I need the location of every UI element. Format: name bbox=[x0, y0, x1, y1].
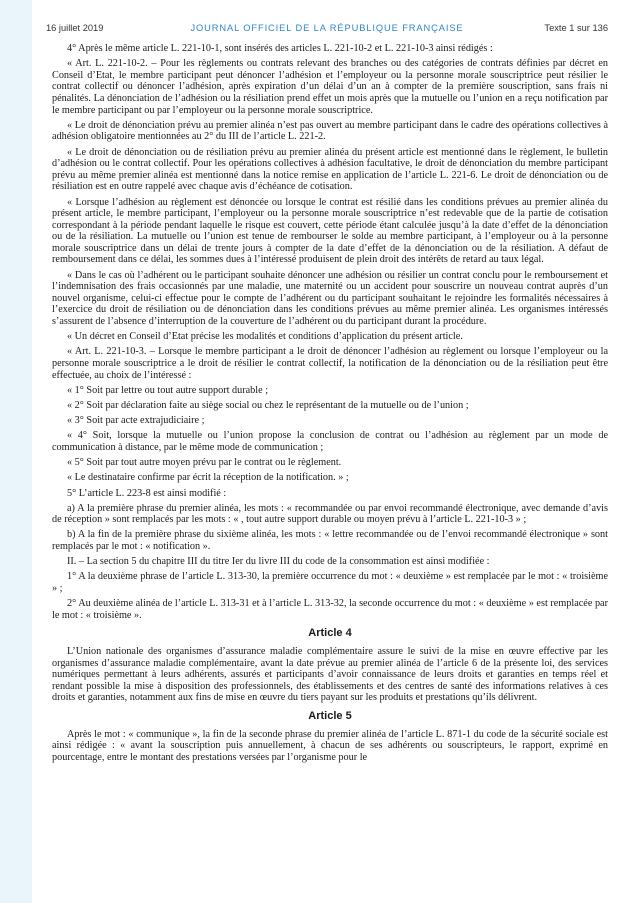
paragraph: « Un décret en Conseil d’Etat précise les modalités et conditions d’application du présent article. bbox=[67, 331, 463, 343]
paragraph: « Le droit de dénonciation ou de résiliation prévu au premier alinéa du présent article est mentionné dans le règlement, le bulletin d’adhésion ou le contrat collectif. Pour les opérations collectives à adhésion facultative, le droit de dénonciation du membre participant prévu au même premier alinéa est mentionné dans la notice remise en application de l’article L. 221-6. Le droit de dénonciation ou de résiliation est en outre rappelé avec chaque avis d’échéance de cotisation. bbox=[52, 146, 608, 193]
journal-title: JOURNAL OFFICIEL DE LA RÉPUBLIQUE FRANÇAISE bbox=[190, 23, 464, 33]
paragraph: L’Union nationale des organismes d’assurance maladie complémentaire assure le suivi de la mise en œuvre effective par les organismes d’assurance maladie complémentaire, avant la date prévue au premier alinéa de l’article 6 de la présente loi, des services numériques permettant à leurs adhérents, assurés et participants d’avoir connaissance de leurs droits et garanties en temps réel et rendant possible la mise à disposition des professionnels, des établissements et des centres de santé des informations relatives à ces droits et garanties, notamment aux fins de mise en œuvre du tiers payant sur les produits et prestations qu’ils délivrent. bbox=[52, 646, 608, 704]
paragraph: « Le droit de dénonciation prévu au premier alinéa n’est pas ouvert au membre participant dans le cadre des opérations collectives à adhésion obligatoire mentionnées au 2° du III de l’article L. 221-2. bbox=[52, 119, 608, 143]
paragraph: « Lorsque l’adhésion au règlement est dénoncée ou lorsque le contrat est résilié dans les conditions prévues au premier alinéa du présent article, le membre participant, l’employeur ou la personne morale souscriptrice n’est redevable que de la partie de cotisation correspondant à la période pendant laquelle le risque est couvert, cette période étant calculée jusqu’à la date d’effet de la dénonciation ou de la résiliation. La mutuelle ou l’union est tenue de rembourser le solde au membre participant, à l’employeur ou à la personne morale souscriptrice dans un délai de trente jours à compter de la date d’effet de la dénonciation ou de la résiliation. A défaut de remboursement dans ce délai, les sommes dues à l’intéressé produisent de plein droit des intérêts de retard au taux légal. bbox=[52, 196, 608, 266]
page-margin-band bbox=[0, 0, 32, 903]
publication-date: 16 juillet 2019 bbox=[46, 23, 104, 33]
paragraph: 1° A la deuxième phrase de l’article L. 313-30, la première occurrence du mot : « deuxième » est remplacée par le mot : « troisième » ; bbox=[52, 571, 608, 595]
document-body bbox=[52, 43, 608, 901]
page-header bbox=[46, 23, 608, 37]
list-item: « 1° Soit par lettre ou tout autre support durable ; bbox=[67, 384, 269, 396]
paragraph: « Dans le cas où l’adhérent ou le participant souhaite dénoncer une adhésion ou résilier un contrat conclu pour le remboursement et l’indemnisation des frais occasionnés par une maladie, une maternité ou un accident pour souscrire un nouveau contrat auprès d’un nouvel organisme, celui-ci effectue pour le compte de l’adhérent ou du participant souhaitant le rejoindre les formalités nécessaires à l’exercice du droit de résiliation ou de dénonciation dans les conditions prévues au même premier alinéa. Les organismes intéressés s’assurent de l’absence d’interruption de la couverture de l’adhérent ou du participant durant la procédure. bbox=[52, 269, 608, 328]
paragraph: b) A la fin de la première phrase du sixième alinéa, les mots : « lettre recommandée ou de l’envoi recommandé électronique » sont remplacés par le mot : « notification ». bbox=[52, 529, 608, 553]
paragraph: « Art. L. 221-10-3. – Lorsque le membre participant a le droit de dénoncer l’adhésion au règlement ou lorsque l’employeur ou la personne morale souscriptrice a le droit de résilier le contrat collectif, la notification de la dénonciation ou de la résiliation peut être effectuée, au choix de l’intéressé : bbox=[52, 346, 608, 381]
paragraph: 2° Au deuxième alinéa de l’article L. 313-31 et à l’article L. 313-32, la seconde occurrence du mot : « deuxième » est remplacée par le mot : « troisième ». bbox=[52, 598, 608, 621]
paragraph: 5° L’article L. 223-8 est ainsi modifié : bbox=[67, 487, 227, 499]
list-item: « 2° Soit par déclaration faite au siège social ou chez le représentant de la mutuelle ou de l’union ; bbox=[67, 399, 469, 411]
paragraph: « Art. L. 221-10-2. – Pour les règlements ou contrats relevant des branches ou des catégories de contrats définies par décret en Conseil d’Etat, le membre participant peut dénoncer l’adhésion et l’employeur ou la personne morale souscriptrice peut résilier le contrat collectif ou dénoncer l’adhésion, après expiration d’un délai d’un an à compter de la première souscription, sans frais ni pénalités. La dénonciation de l’adhésion ou la résiliation prend effet un mois après que la mutuelle ou l’union en a reçu notification par le membre participant ou par l’employeur ou la personne morale souscriptrice. bbox=[52, 58, 608, 116]
paragraph: II. – La section 5 du chapitre III du titre Ier du livre III du code de la consommation est ainsi modifiée : bbox=[67, 556, 490, 568]
list-item: « 3° Soit par acte extrajudiciaire ; bbox=[67, 415, 205, 427]
page-counter: Texte 1 sur 136 bbox=[544, 23, 608, 33]
paragraph: « Le destinataire confirme par écrit la réception de la notification. » ; bbox=[67, 472, 349, 484]
article-heading: Article 5 bbox=[308, 709, 352, 722]
paragraph: a) A la première phrase du premier alinéa, les mots : « recommandée ou par envoi recommandé électronique, avec demande d’avis de réception » sont remplacés par les mots : « , tout autre support durable ou moyen prévu à l’article L. 221-10-3 » ; bbox=[52, 502, 608, 526]
list-item: « 5° Soit par tout autre moyen prévu par le contrat ou le règlement. bbox=[67, 457, 342, 469]
paragraph: 4° Après le même article L. 221-10-1, sont insérés des articles L. 221-10-2 et L. 221-10-3 ainsi rédigés : bbox=[67, 43, 493, 54]
paragraph: Après le mot : « communique », la fin de la seconde phrase du premier alinéa de l’article L. 871-1 du code de la sécurité sociale est ainsi rédigée : « avant la souscription puis annuellement, à chacun de ses adhérents ou souscripteurs, le rapport, exprimé en pourcentage, entre le montant des prestations versées par l’organisme pour le bbox=[52, 728, 608, 763]
article-heading: Article 4 bbox=[308, 627, 352, 640]
list-item: « 4° Soit, lorsque la mutuelle ou l’union propose la conclusion de contrat ou l’adhésion au règlement par un mode de communication à distance, par le même mode de communication ; bbox=[52, 430, 608, 453]
